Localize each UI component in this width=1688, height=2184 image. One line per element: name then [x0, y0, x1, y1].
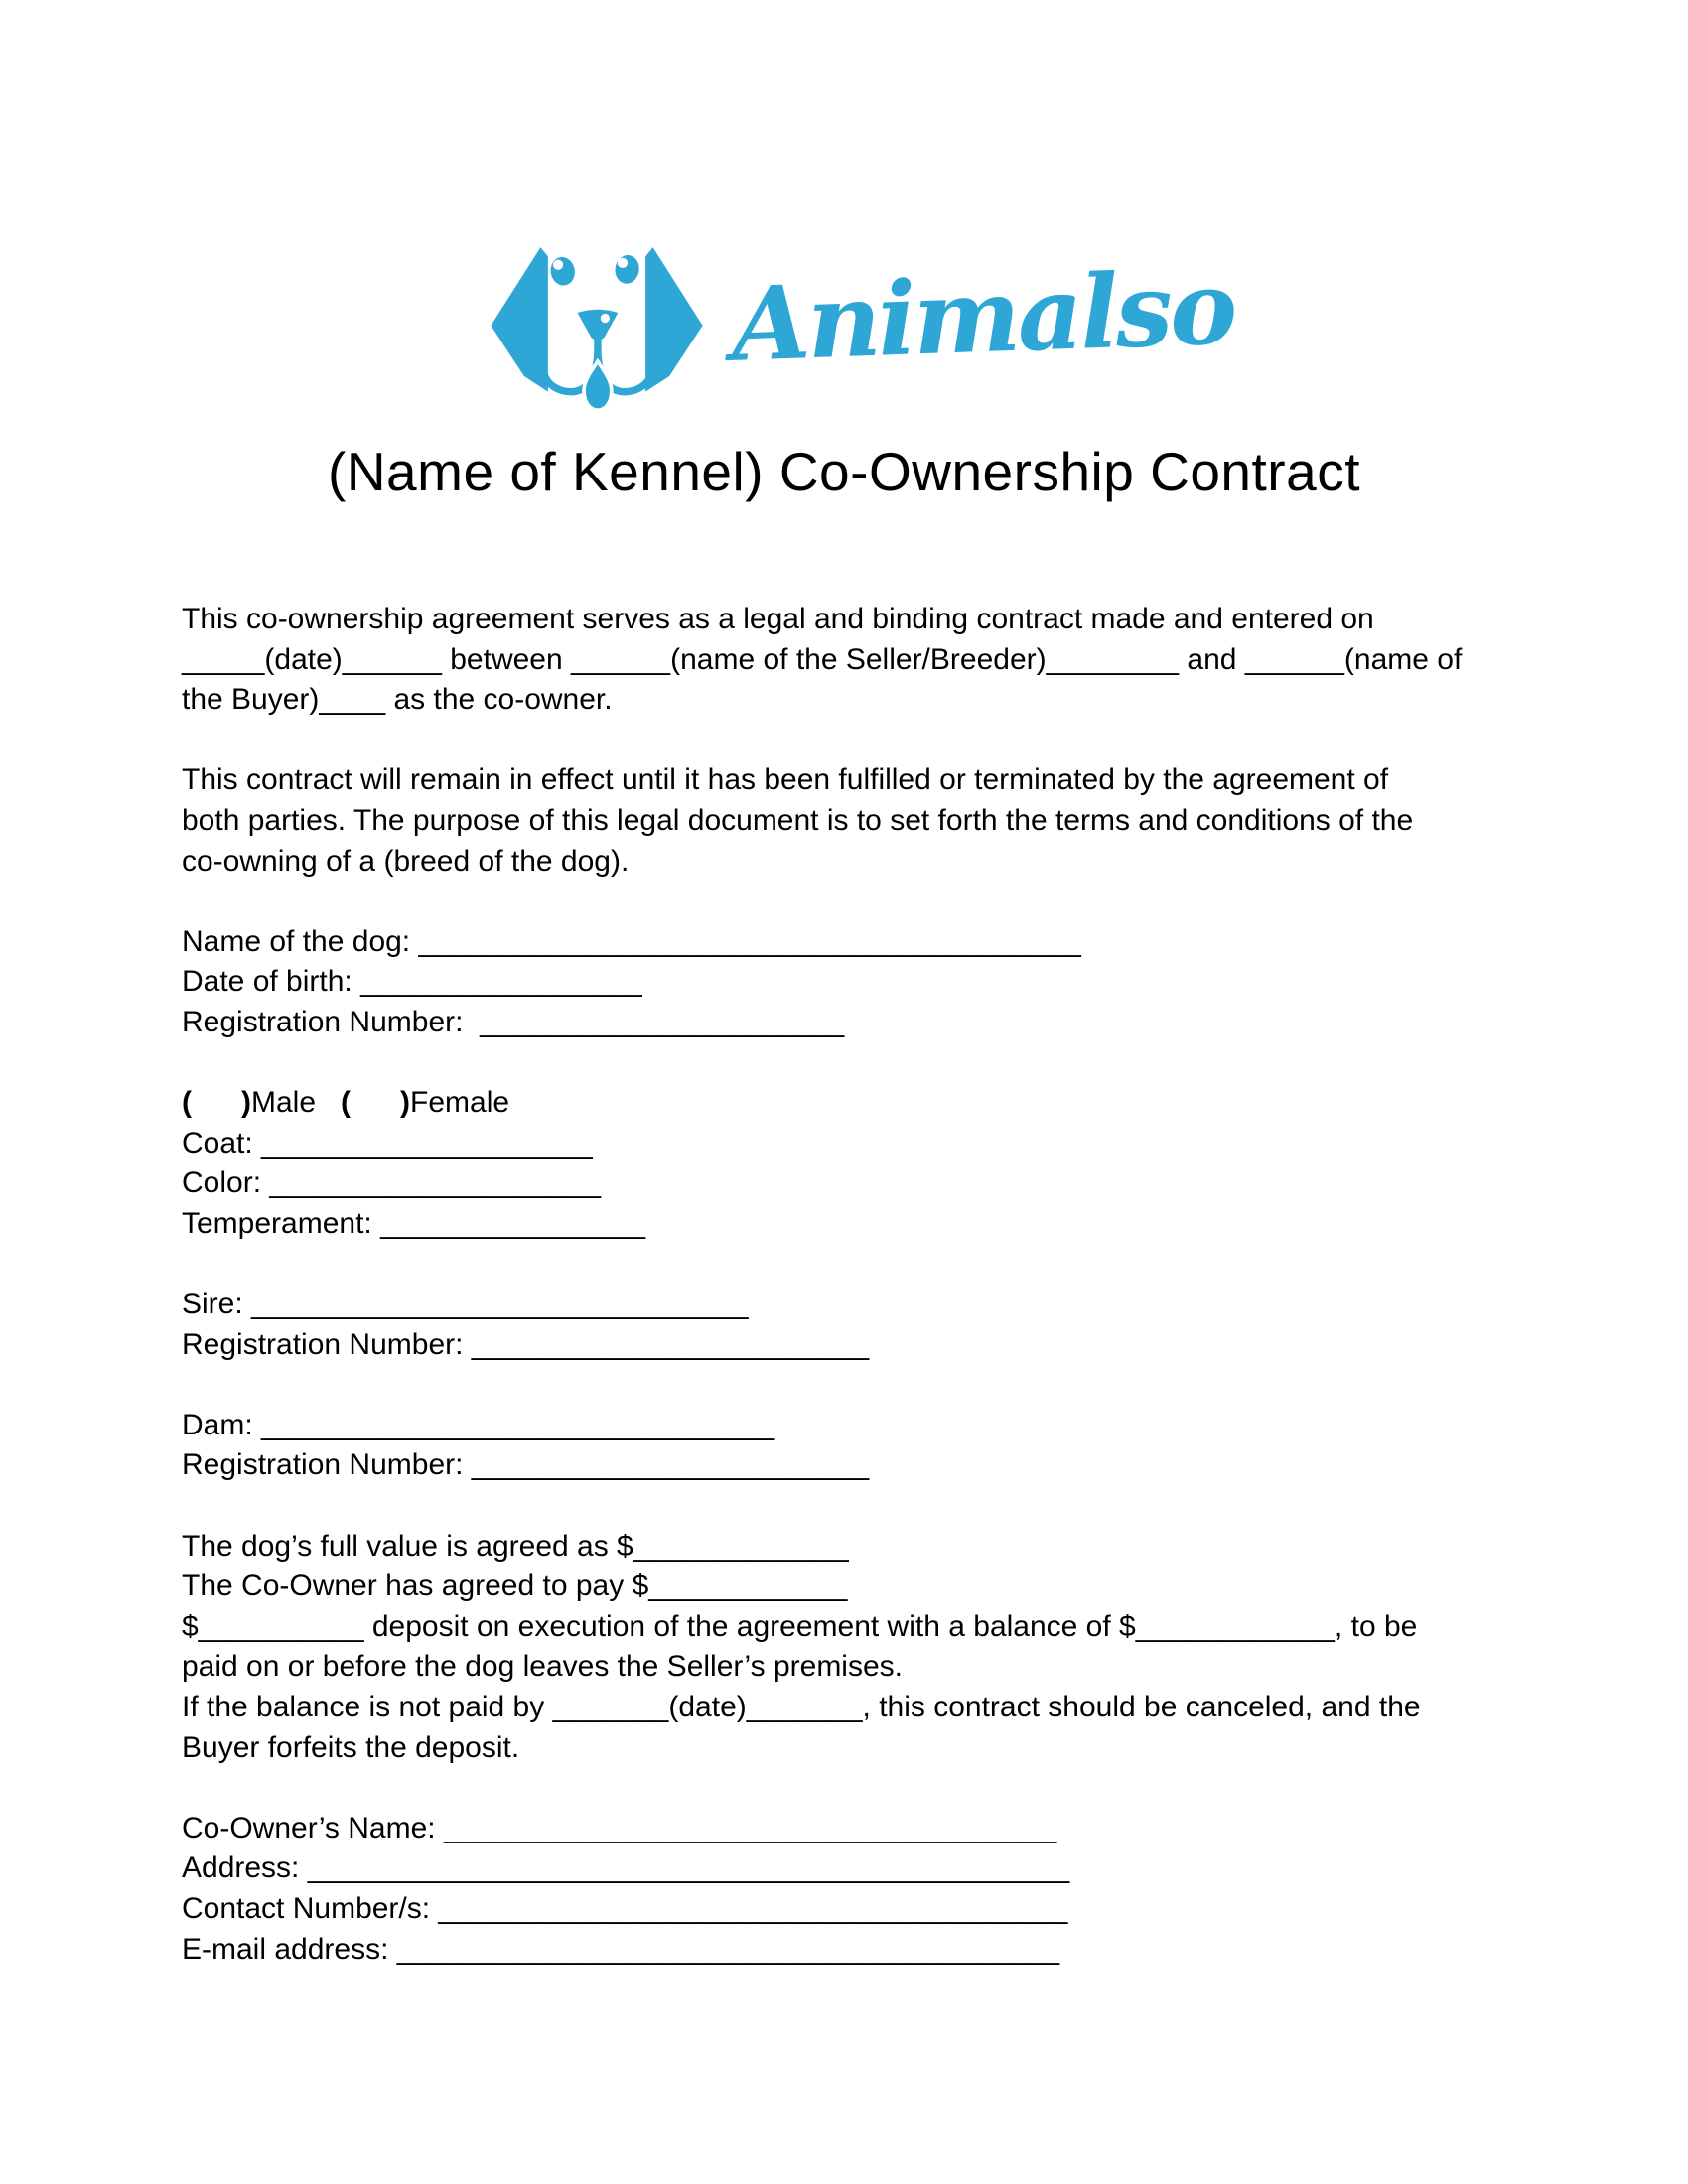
- blank-line: [182, 721, 1517, 761]
- payment-terms-line: $__________ deposit on execution of the agreement with a balance of $____________, to be: [182, 1609, 1418, 1643]
- dog-identity-line: Registration Number: ______________________: [182, 1005, 845, 1038]
- dam-line: Registration Number: ________________________: [182, 1448, 870, 1482]
- document-body: [182, 600, 1517, 1970]
- sex-and-traits-line: Temperament: ________________: [182, 1206, 646, 1240]
- blank-line: [182, 1043, 1517, 1084]
- right-eye-highlight: [618, 258, 628, 268]
- co-owner-details-line: Co-Owner’s Name: _____________________________________: [182, 1811, 1057, 1844]
- sire-line: Sire: ______________________________: [182, 1288, 749, 1321]
- intro-line: _____(date)______ between ______(name of the Seller/Breeder)________ and ______(name of: [182, 642, 1463, 676]
- co-owner-details-line: Contact Number/s: ______________________________________: [182, 1892, 1068, 1925]
- payment-terms-line: The Co-Owner has agreed to pay $____________: [182, 1570, 848, 1603]
- checkbox-parens: ( ): [341, 1086, 411, 1120]
- left-ear-shape: [491, 247, 547, 392]
- payment-terms-line: If the balance is not paid by _______(date)_______, this contract should be canceled, and the: [182, 1691, 1421, 1724]
- blank-line: [182, 1486, 1517, 1527]
- blank-line: [182, 1365, 1517, 1406]
- nose-highlight: [601, 314, 610, 323]
- left-eye-shape: [548, 255, 577, 287]
- right-ear-shape: [645, 247, 702, 392]
- sex-and-traits-line: [182, 1083, 1517, 1124]
- term-line: both parties. The purpose of this legal document is to set forth the terms and conditions of the: [182, 803, 1414, 837]
- blank-line: [182, 1245, 1517, 1286]
- blank-line: [182, 882, 1517, 922]
- dog-identity-line: Name of the dog: ________________________________________: [182, 924, 1081, 958]
- brand-wordmark: Animalso: [729, 248, 1236, 385]
- brand-logo: [28, 0, 1688, 413]
- chin-shape: [584, 361, 612, 410]
- co-owner-details-line: E-mail address: ________________________________________: [182, 1932, 1060, 1966]
- payment-terms-line: Buyer forfeits the deposit.: [182, 1730, 520, 1764]
- payment-terms-line: paid on or before the dog leaves the Seller’s premises.: [182, 1650, 903, 1684]
- intro-line: the Buyer)____ as the co-owner.: [182, 683, 613, 717]
- blank-line: [182, 1768, 1517, 1809]
- intro-line: This co-ownership agreement serves as a legal and binding contract made and entered on: [182, 603, 1374, 635]
- term-line: This contract will remain in effect until it has been fulfilled or terminated by the agreement of: [182, 763, 1389, 797]
- dog-face-icon: [482, 236, 712, 413]
- document-title: (Name of Kennel) Co-Ownership Contract: [328, 441, 1360, 502]
- checkbox-parens: ( ): [182, 1086, 251, 1120]
- dam-line: Dam: _______________________________: [182, 1408, 775, 1441]
- left-eye-highlight: [553, 260, 563, 270]
- term-line: co-owning of a (breed of the dog).: [182, 844, 630, 878]
- sex-and-traits-line: Coat: ____________________: [182, 1126, 593, 1160]
- dog-identity-line: Date of birth: _________________: [182, 965, 642, 999]
- sex-and-traits-line: Color: ____________________: [182, 1166, 602, 1200]
- payment-terms-line: The dog’s full value is agreed as $_____________: [182, 1529, 849, 1563]
- right-eye-shape: [614, 253, 641, 285]
- segment-text: Male: [251, 1086, 342, 1120]
- co-owner-details-line: Address: ______________________________________________: [182, 1851, 1070, 1885]
- sire-line: Registration Number: ________________________: [182, 1327, 870, 1361]
- segment-text: Female: [410, 1086, 510, 1120]
